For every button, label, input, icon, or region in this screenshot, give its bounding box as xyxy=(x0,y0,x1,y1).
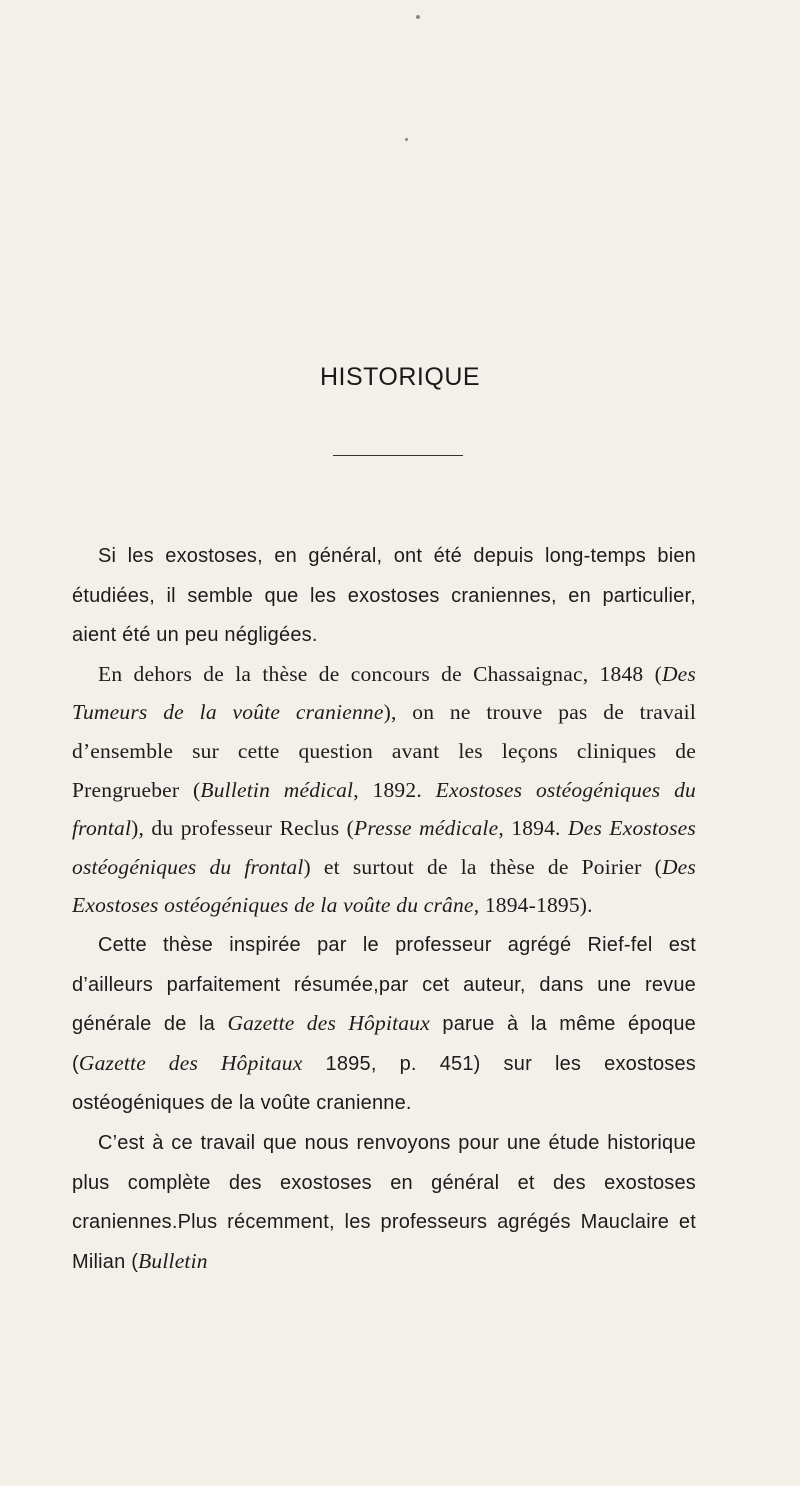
text-run: 1895, p. 451) sur les exostoses ostéogéniques de la voûte cranienne. xyxy=(72,1052,696,1115)
title-rule xyxy=(333,455,463,456)
text-run: Si les exostoses, en général, ont été depuis long-temps bien étudiées, il semble que les exostoses craniennes, en particulier, aient été un peu négligées. xyxy=(72,545,696,647)
text-run: ), on ne trouve pas de travail d’ensemble sur cette question avant les leçons cliniques de Prengrueber ( xyxy=(72,700,697,802)
text-run: ) et surtout de la thèse de Poirier ( xyxy=(303,854,662,879)
text-run: En dehors de la thèse de concours de Chassaignac, 1848 ( xyxy=(98,661,662,686)
paragraph xyxy=(72,536,696,655)
paragraph xyxy=(72,1123,696,1281)
text-run: C’est à ce travail que nous renvoyons pour une étude historique plus complète des exostoses en général et des exostoses craniennes.Plus récemment, les professeurs agrégés Mauclaire et Milian ( xyxy=(72,1131,696,1273)
italic-citation: Bulletin médical xyxy=(200,777,354,802)
text-run: parue à la même époque ( xyxy=(72,1013,696,1075)
ink-speck xyxy=(405,138,408,141)
text-run: , 1894. xyxy=(498,816,568,841)
paragraph xyxy=(72,925,696,1123)
text-run: , 1894-1895). xyxy=(473,893,593,918)
italic-citation: Des Tumeurs de la voûte cranienne xyxy=(72,661,696,725)
text-run: Cette thèse inspirée par le professeur agrégé Rief-fel est d’ailleurs parfaitement résumée,par cet auteur, dans une revue générale de la xyxy=(72,933,696,1036)
page-title: HISTORIQUE xyxy=(319,363,481,391)
text-run: ), du professeur Reclus ( xyxy=(131,816,355,841)
body-text xyxy=(72,536,696,1281)
paragraph xyxy=(72,655,696,925)
italic-citation: Bulletin xyxy=(138,1248,208,1273)
ink-speck xyxy=(416,15,420,19)
italic-citation: Des Exostoses ostéogéniques de la voûte du crâne xyxy=(72,854,696,918)
italic-citation: Exostoses ostéogéniques du frontal xyxy=(72,777,696,841)
italic-citation: Gazette des Hôpitaux xyxy=(78,1050,303,1075)
italic-citation: Gazette des Hôpitaux xyxy=(227,1011,430,1036)
text-run: , 1892. xyxy=(353,777,436,802)
italic-citation: Presse médicale xyxy=(354,816,499,841)
italic-citation: Des Exostoses ostéogéniques du frontal xyxy=(72,816,696,879)
